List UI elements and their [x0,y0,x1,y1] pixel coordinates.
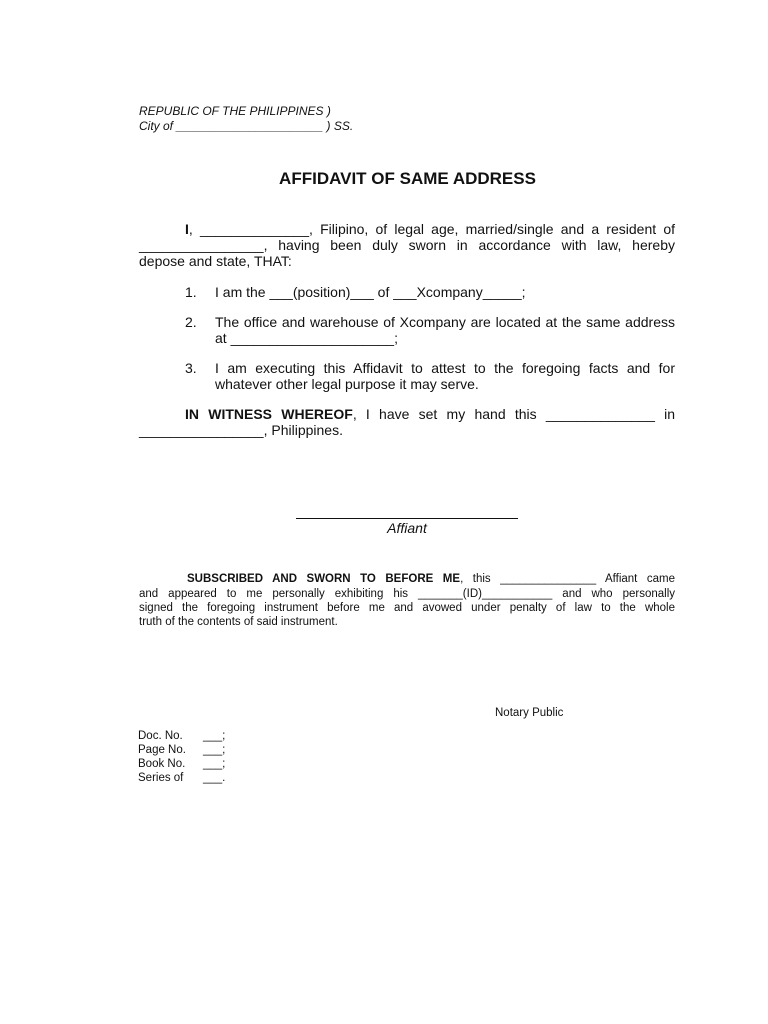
witness-line-1-text: , I have set my hand this ______________ in [352,406,675,422]
item-2 [215,314,675,346]
affiant-label: Affiant [387,520,427,536]
witness-bold: IN WITNESS WHEREOF [185,406,353,422]
item-2-line-1: The office and warehouse of Xcompany are located at the same address [215,314,675,330]
item-3-line-1: I am executing this Affidavit to attest to the foregoing facts and for [215,360,675,376]
item-3-line-2: whatever other legal purpose it may serve. [215,376,479,392]
series-label: Series of [138,772,184,784]
witness-line-1 [139,406,675,422]
page-no-label: Page No. [138,744,186,756]
book-no-label: Book No. [138,758,186,770]
jurat-bold: SUBSCRIBED AND SWORN TO BEFORE ME [187,573,461,585]
witness-line-2: ________________, Philippines. [139,422,343,438]
doc-no-label: Doc. No. [138,730,183,742]
intro-line-3: depose and state, THAT: [139,253,292,269]
item-1-line-1: I am the ___(position)___ of ___Xcompany_____; [215,284,526,300]
item-2-line-2: at _____________________; [215,330,398,346]
jurat-line-4: truth of the contents of said instrument. [139,616,338,628]
signature-line [296,518,518,519]
venue-line-1: REPUBLIC OF THE PHILIPPINES ) [139,104,331,118]
jurat-line-1 [139,572,675,586]
intro-line-2: ________________, having been duly sworn in accordance with law, hereby [139,237,675,253]
intro-line-1-text: , ______________, Filipino, of legal age, married/single and a resident of [188,221,675,237]
series-value: ___. [203,772,226,784]
venue-line-2: City of ______________________ ) SS. [139,119,354,133]
document-title: AFFIDAVIT OF SAME ADDRESS [279,169,536,188]
item-3 [215,360,675,392]
jurat-line-1-text: , this _______________ Affiant came [460,573,675,585]
doc-no-value: ___; [203,730,226,742]
intro-line-1 [139,221,675,237]
item-3-number: 3. [185,360,197,376]
item-1 [215,284,675,300]
intro-lead: I [185,221,189,237]
item-2-number: 2. [185,314,197,330]
notary-public-label: Notary Public [495,707,564,719]
item-1-number: 1. [185,284,197,300]
page-no-value: ___; [203,744,226,756]
jurat-line-2: and appeared to me personally exhibiting his _______(ID)___________ and who personally [139,588,675,600]
jurat-line-3: signed the foregoing instrument before me and avowed under penalty of law to the whole [139,602,675,614]
book-no-value: ___; [203,758,226,770]
